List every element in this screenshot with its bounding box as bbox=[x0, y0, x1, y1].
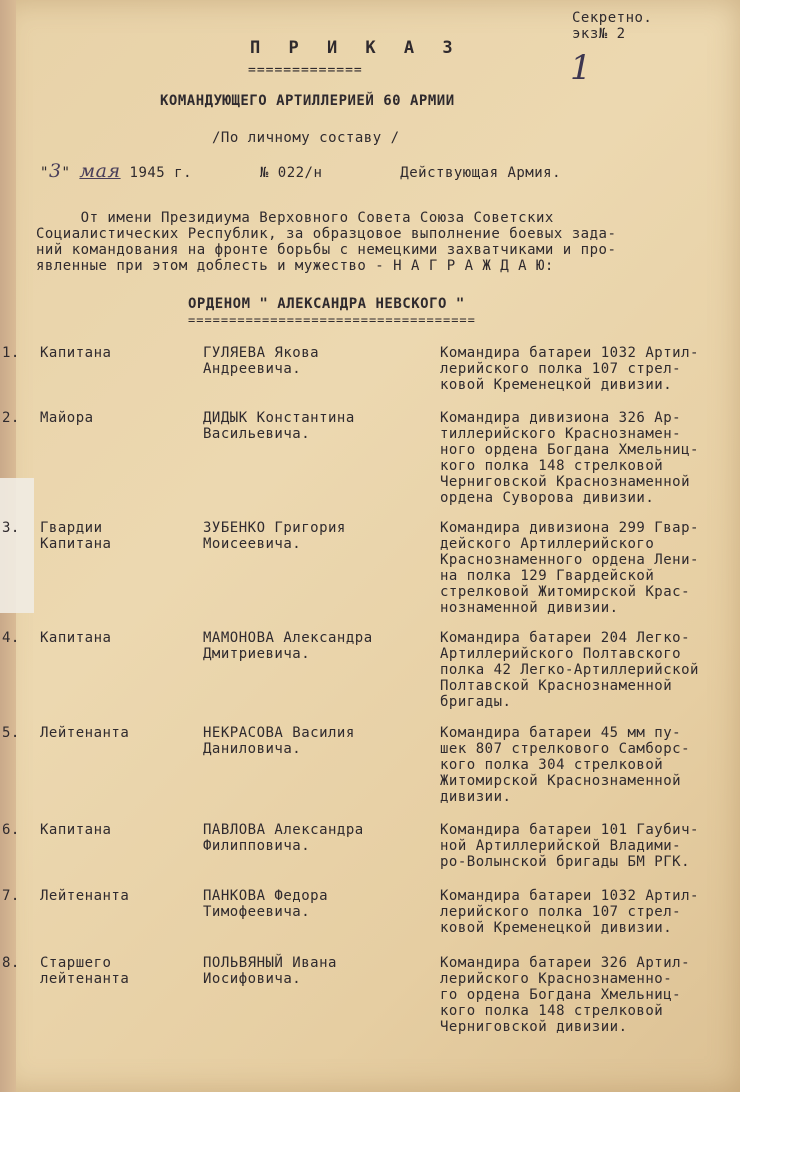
date-quote-close: " bbox=[61, 165, 71, 181]
personnel-line: /По личному составу / bbox=[212, 130, 400, 146]
entry-name: ПАНКОВА Федора Тимофеевича. bbox=[203, 888, 329, 920]
entry-number: 4. bbox=[2, 630, 20, 646]
award-title-underline: =================================== bbox=[188, 313, 476, 327]
tape-strip bbox=[0, 478, 34, 613]
entry-position: Командира батареи 326 Артил- лерийского Краснознаменно- го ордена Богдана Хмельниц- кого полка 148 стрелковой Черниговской дивизии. bbox=[440, 955, 691, 1035]
handwritten-page-number: 1 bbox=[570, 48, 593, 88]
place-label: Действующая Армия. bbox=[400, 165, 562, 181]
document-title: П Р И К А З bbox=[250, 38, 462, 58]
entry-number: 8. bbox=[2, 955, 20, 971]
secret-label: Секретно. bbox=[572, 10, 653, 26]
preamble-text: От имени Президиума Верховного Совета Союза Советских Социалистических Республик, за образцовое выполнение боевых зада- ний командования на фронте борьбы с немецкими захватчиками и про- явленные при этом доблесть и мужество - Н А Г Р А Ж Д А Ю: bbox=[36, 210, 617, 274]
entry-rank: Капитана bbox=[40, 630, 112, 646]
entry-number: 5. bbox=[2, 725, 20, 741]
date-quote-open: " bbox=[40, 165, 49, 181]
entry-rank: Старшего лейтенанта bbox=[40, 955, 130, 987]
entry-number: 1. bbox=[2, 345, 20, 361]
issuer-line: КОМАНДУЮЩЕГО АРТИЛЛЕРИЕЙ 60 АРМИИ bbox=[160, 93, 455, 109]
entry-number: 6. bbox=[2, 822, 20, 838]
entry-position: Командира дивизиона 326 Ар- тиллерийского Краснознамен- ного ордена Богдана Хмельниц- кого полка 148 стрелковой Черниговской Краснознаменной ордена Суворова дивизии. bbox=[440, 410, 699, 506]
order-number: № 022/н bbox=[259, 165, 323, 181]
entry-number: 7. bbox=[2, 888, 20, 904]
entry-name: ГУЛЯЕВА Якова Андреевича. bbox=[203, 345, 320, 377]
entry-position: Командира батареи 101 Гаубич- ной Артиллерийской Владими- ро-Волынской бригады БМ РГК. bbox=[440, 822, 699, 870]
entry-name: ПАВЛОВА Александра Филипповича. bbox=[203, 822, 364, 854]
entry-position: Командира батареи 1032 Артил- лерийского полка 107 стрел- ковой Кременецкой дивизии. bbox=[440, 345, 699, 393]
entry-rank: Капитана bbox=[40, 822, 112, 838]
title-underline: ============= bbox=[248, 63, 363, 78]
entry-rank: Лейтенанта bbox=[40, 725, 130, 741]
entry-rank: Капитана bbox=[40, 345, 112, 361]
award-title: ОРДЕНОМ " АЛЕКСАНДРА НЕВСКОГО " bbox=[188, 296, 465, 312]
date-line bbox=[40, 160, 561, 182]
entry-name: НЕКРАСОВА Василия Даниловича. bbox=[203, 725, 355, 757]
entry-name: ПОЛЬВЯНЫЙ Ивана Иосифовича. bbox=[203, 955, 337, 987]
entry-position: Командира дивизиона 299 Гвар- дейского Артиллерийского Краснознаменного ордена Лени- на полка 129 Гвардейской стрелковой Житомирской Крас- нознаменной дивизии. bbox=[440, 520, 699, 616]
entry-rank: Майора bbox=[40, 410, 94, 426]
entry-number: 2. bbox=[2, 410, 20, 426]
entry-position: Командира батареи 45 мм пу- шек 807 стрелкового Самборс- кого полка 304 стрелковой Житомирской Краснознаменной дивизии. bbox=[440, 725, 691, 805]
entry-name: ЗУБЕНКО Григория Моисеевича. bbox=[203, 520, 346, 552]
date-month: мая bbox=[79, 160, 121, 182]
date-day: 3 bbox=[48, 160, 62, 182]
date-year: 1945 г. bbox=[129, 165, 193, 181]
entry-position: Командира батареи 204 Легко- Артиллерийского Полтавского полка 42 Легко-Артиллерийской Полтавской Краснознаменной бригады. bbox=[440, 630, 699, 710]
entry-number: 3. bbox=[2, 520, 20, 536]
entry-rank: Гвардии Капитана bbox=[40, 520, 112, 552]
entry-rank: Лейтенанта bbox=[40, 888, 130, 904]
entry-name: МАМОНОВА Александра Дмитриевича. bbox=[203, 630, 373, 662]
copy-number: экз№ 2 bbox=[572, 26, 626, 42]
entry-name: ДИДЫК Константина Васильевича. bbox=[203, 410, 355, 442]
entry-position: Командира батареи 1032 Артил- лерийского полка 107 стрел- ковой Кременецкой дивизии. bbox=[440, 888, 699, 936]
